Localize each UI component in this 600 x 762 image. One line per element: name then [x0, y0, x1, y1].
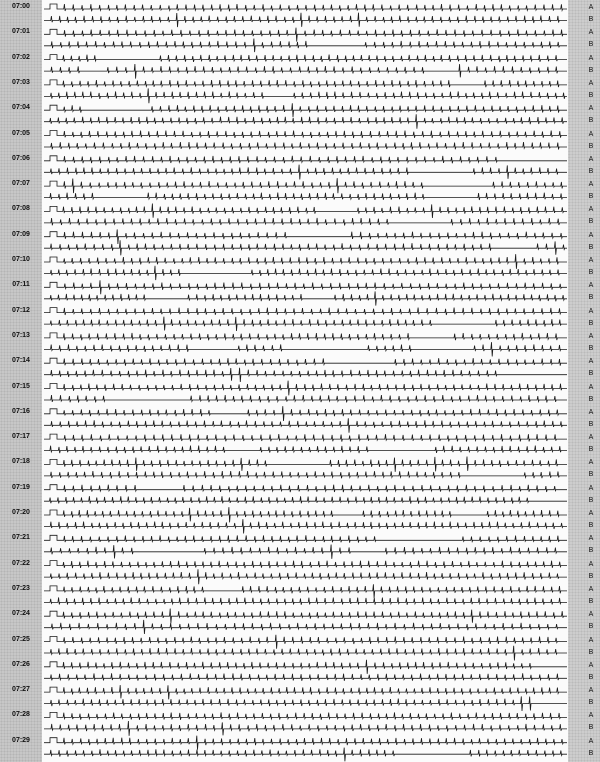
- lead-label-b: B: [588, 547, 594, 555]
- ecg-trace-lead-b: [44, 193, 567, 201]
- row-time-label: 07:27: [12, 686, 30, 694]
- lead-label-a: A: [588, 231, 594, 239]
- ecg-trace-lead-a: [44, 535, 567, 542]
- lead-label-b: B: [588, 91, 594, 99]
- lead-label-b: B: [588, 597, 594, 605]
- lead-label-b: B: [588, 699, 594, 707]
- ecg-trace-lead-b: [44, 597, 567, 605]
- row-time-label: 07:08: [12, 205, 30, 213]
- row-time-label: 07:05: [12, 129, 30, 137]
- ecg-trace-lead-a: [44, 280, 567, 294]
- ecg-trace-lead-a: [44, 584, 567, 598]
- lead-label-b: B: [588, 370, 594, 378]
- ecg-trace-lead-b: [44, 748, 567, 762]
- row-time-label: 07:22: [12, 559, 30, 567]
- ecg-trace-lead-b: [44, 368, 567, 382]
- row-time-label: 07:01: [12, 28, 30, 36]
- ecg-trace-lead-b: [44, 519, 567, 533]
- ecg-trace-lead-a: [44, 685, 567, 699]
- ecg-trace-lead-a: [44, 333, 567, 341]
- lead-label-a: A: [588, 459, 594, 467]
- lead-label-a: A: [588, 510, 594, 517]
- ecg-trace-lead-b: [44, 673, 567, 681]
- ecg-trace-lead-a: [44, 485, 567, 493]
- row-time-label: 07:24: [12, 610, 30, 618]
- row-time-label: 07:23: [12, 584, 30, 592]
- ecg-trace-lead-b: [44, 13, 567, 28]
- ecg-trace-lead-a: [44, 156, 567, 164]
- lead-label-a: A: [588, 661, 594, 669]
- ecg-trace-lead-a: [44, 609, 567, 624]
- lead-label-a: A: [588, 434, 594, 442]
- row-time-label: 07:16: [12, 407, 30, 415]
- lead-label-b: B: [588, 193, 594, 201]
- row-time-label: 07:29: [12, 736, 30, 744]
- lead-label-a: A: [588, 636, 594, 644]
- ecg-trace-lead-b: [44, 165, 567, 180]
- row-time-label: 07:18: [12, 458, 30, 466]
- lead-label-b: B: [588, 344, 594, 352]
- ecg-trace-lead-b: [44, 218, 567, 226]
- ecg-trace-lead-a: [44, 660, 567, 674]
- lead-label-a: A: [588, 383, 594, 391]
- lead-label-a: A: [588, 560, 594, 568]
- lead-label-b: B: [588, 218, 594, 226]
- ecg-trace-lead-a: [44, 204, 567, 219]
- ecg-trace-lead-a: [44, 28, 567, 42]
- ecg-trace-lead-b: [44, 545, 567, 559]
- row-time-label: 07:13: [12, 331, 30, 339]
- lead-label-a: A: [588, 535, 594, 543]
- row-time-label: 07:03: [12, 78, 30, 86]
- ecg-trace-lead-b: [44, 240, 567, 255]
- lead-label-b: B: [588, 648, 594, 656]
- lead-label-b: B: [588, 117, 594, 125]
- ecg-trace-lead-a: [44, 561, 567, 569]
- lead-label-b: B: [588, 496, 594, 504]
- lead-label-a: A: [588, 29, 594, 37]
- ecg-trace-lead-a: [44, 103, 567, 117]
- lead-label-b: B: [588, 243, 594, 251]
- lead-label-a: A: [588, 181, 594, 189]
- ecg-trace-lead-a: [44, 635, 567, 649]
- lead-label-b: B: [588, 749, 594, 757]
- lead-label-a: A: [588, 155, 594, 163]
- ecg-trace-lead-a: [44, 254, 567, 269]
- ecg-trace-lead-a: [44, 80, 567, 88]
- lead-label-b: B: [588, 16, 594, 23]
- lead-label-b: B: [588, 142, 594, 150]
- lead-label-b: B: [588, 269, 594, 276]
- ecg-trace-lead-b: [44, 418, 567, 432]
- row-time-label: 07:28: [12, 711, 30, 719]
- lead-label-a: A: [588, 332, 594, 340]
- ecg-trace-lead-b: [44, 721, 567, 736]
- lead-label-b: B: [588, 66, 594, 74]
- lead-label-a: A: [588, 737, 594, 745]
- ecg-trace-lead-a: [44, 4, 567, 12]
- row-time-label: 07:14: [12, 357, 30, 365]
- lead-label-b: B: [588, 319, 594, 327]
- lead-label-b: B: [588, 673, 594, 681]
- row-time-label: 07:10: [12, 256, 30, 263]
- row-time-label: 07:21: [12, 534, 30, 542]
- row-time-label: 07:07: [12, 180, 30, 188]
- ecg-trace-lead-b: [44, 496, 567, 503]
- ecg-trace-lead-b: [44, 266, 567, 280]
- row-time-label: 07:17: [12, 433, 30, 441]
- lead-label-a: A: [588, 408, 594, 416]
- ecg-trace-lead-a: [44, 457, 567, 472]
- row-time-label: 07:00: [12, 3, 30, 10]
- lead-label-a: A: [588, 54, 594, 62]
- row-time-label: 07:12: [12, 306, 30, 314]
- lead-label-a: A: [588, 130, 594, 138]
- lead-label-a: A: [588, 79, 594, 87]
- row-time-label: 07:19: [12, 483, 30, 491]
- lead-label-a: A: [588, 585, 594, 593]
- ecg-trace-lead-a: [44, 406, 567, 421]
- ecg-trace-lead-a: [44, 178, 567, 193]
- lead-label-b: B: [588, 294, 594, 302]
- lead-label-a: A: [588, 105, 594, 113]
- row-time-label: 07:26: [12, 660, 30, 668]
- lead-label-b: B: [588, 724, 594, 732]
- lead-label-b: B: [588, 167, 594, 175]
- ecg-trace-lead-b: [44, 569, 567, 584]
- ecg-trace-lead-a: [44, 434, 567, 442]
- ecg-trace-lead-b: [44, 646, 567, 661]
- lead-label-b: B: [588, 395, 594, 403]
- row-time-label: 07:20: [12, 509, 30, 516]
- row-time-label: 07:11: [12, 281, 30, 289]
- ecg-trace-lead-b: [44, 696, 567, 711]
- ecg-trace-lead-b: [44, 395, 567, 403]
- lead-label-a: A: [588, 358, 594, 366]
- lead-label-a: A: [588, 206, 594, 214]
- lead-label-b: B: [588, 623, 594, 631]
- lead-label-b: B: [588, 446, 594, 454]
- ecg-trace-lead-a: [44, 358, 567, 366]
- ecg-trace-lead-b: [44, 342, 567, 356]
- ecg-trace-lead-a: [44, 308, 567, 316]
- row-time-label: 07:09: [12, 230, 30, 238]
- lead-label-b: B: [588, 471, 594, 479]
- lead-label-b: B: [588, 41, 594, 49]
- lead-label-b: B: [588, 420, 594, 428]
- lead-label-a: A: [588, 687, 594, 695]
- lead-label-a: A: [588, 484, 594, 492]
- ecg-trace-lead-a: [44, 507, 567, 522]
- ecg-trace-lead-b: [44, 142, 567, 150]
- lead-label-b: B: [588, 572, 594, 580]
- row-time-label: 07:04: [12, 104, 30, 112]
- lead-label-a: A: [588, 307, 594, 315]
- ecg-trace-lead-a: [44, 381, 567, 396]
- ecg-trace-lead-b: [44, 291, 567, 305]
- ecg-trace-lead-a: [44, 55, 567, 63]
- ecg-trace-lead-a: [44, 131, 567, 139]
- ecg-trace-lead-a: [44, 712, 567, 719]
- lead-label-a: A: [588, 257, 594, 264]
- ecg-trace-lead-b: [44, 471, 567, 478]
- lead-label-b: B: [588, 522, 594, 529]
- row-time-label: 07:02: [12, 53, 30, 61]
- row-time-label: 07:25: [12, 635, 30, 643]
- ecg-trace-lead-a: [44, 736, 567, 750]
- ecg-trace-lead-b: [44, 317, 567, 331]
- ecg-trace-lead-b: [44, 64, 567, 79]
- ecg-trace-lead-a: [44, 229, 567, 244]
- row-time-label: 07:06: [12, 154, 30, 162]
- lead-label-a: A: [588, 712, 594, 720]
- lead-label-a: A: [588, 4, 594, 11]
- ecg-trace-lead-b: [44, 114, 567, 128]
- ecg-trace-lead-b: [44, 39, 567, 53]
- lead-label-a: A: [588, 282, 594, 290]
- ecg-trace-lead-b: [44, 620, 567, 634]
- ecg-trace-lead-b: [44, 88, 567, 103]
- ecg-trace-lead-b: [44, 446, 567, 454]
- lead-label-a: A: [588, 611, 594, 619]
- row-time-label: 07:15: [12, 382, 30, 390]
